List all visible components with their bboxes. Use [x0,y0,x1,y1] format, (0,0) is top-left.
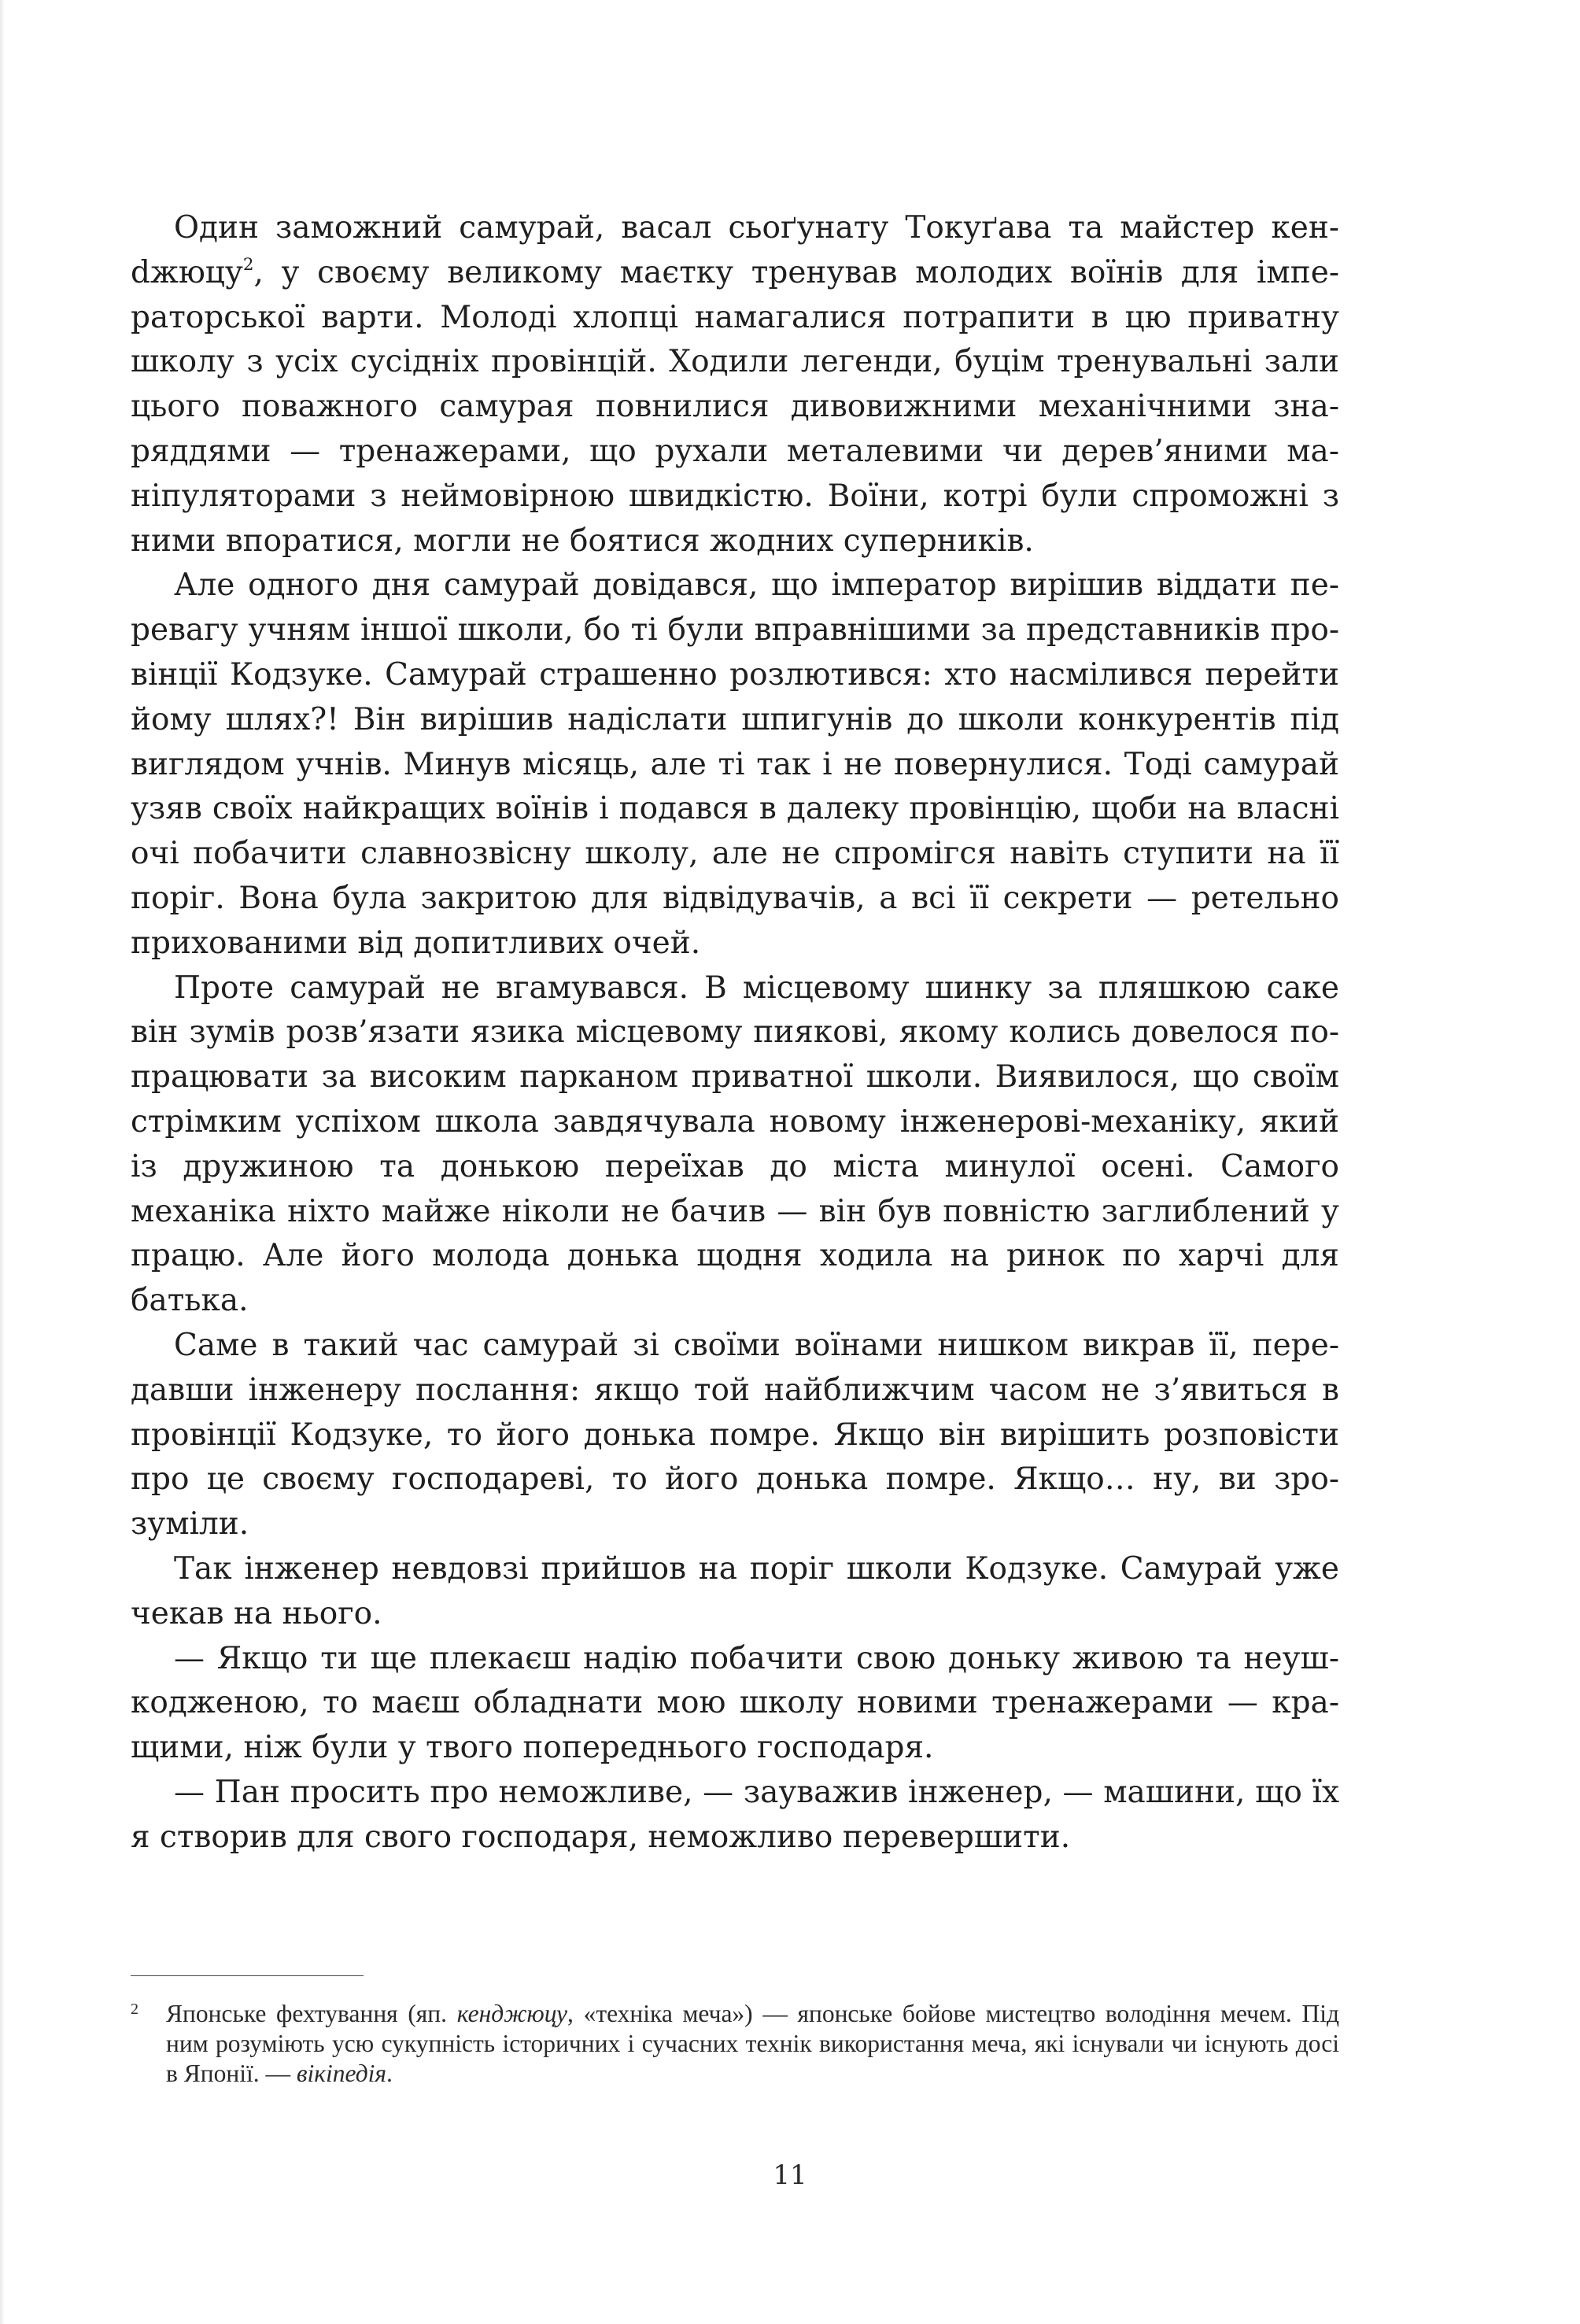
footnote-text [166,1999,1339,2089]
paragraph-5: Так інженер невдовзі прийшов на поріг школи Кодзуке. Самурай уже чекав на нього. [131,1550,1339,1631]
paragraph-7: — Пан просить про неможливе, — зауважив інженер, — машини, що їх я створив для свого господаря, неможливо перевершити. [131,1774,1339,1855]
footnote-text-part1: Японське фехтування (яп. [166,2000,457,2027]
footnote-divider [131,1975,364,1976]
paragraph-3: Проте самурай не вгамувався. В місцевому шинку за пляшкою саке він зумів розв’язати язика місцевому пиякові, якому колись довелося попрацювати за високим парканом приватної школи. Виявилося, що своїм стрімким успіхом школа завдячувала новому інженерові-механіку, який із дружиною та донькою переїхав до міста минулої осені. Самого механіка ніхто майже ніколи не бачив — він був повністю заглиблений у працю. Але його молода донька щодня ходила на ринок по харчі для батька. [131,970,1339,1319]
footnote-text-part2: , «техніка меча») — японське бойове мистецтво володіння мечем. Під ним розуміють усю сукупність історичних і сучасних технік використання меча, які існували чи існують досі в Японії. — [166,2000,1339,2087]
page-number: 11 [773,2160,807,2191]
paragraph-1 [131,206,1339,563]
footnote-text-end: . [386,2060,393,2087]
footnote-number: 2 [131,2001,138,2018]
main-text [131,206,1339,1860]
paragraph-2: Але одного дня самурай довідався, що імператор вирішив віддати перевагу учням іншої школи, бо ті були вправнішими за представників провінції Кодзуке. Самурай страшенно розлютився: хто насмілився перейти йому шлях?! Він вирішив надіслати шпигунів до школи конкурентів під виглядом учнів. Минув місяць, але ті так і не повернулися. Тоді самурай узяв своїх найкращих воїнів і подався в далеку провінцію, щоби на власні очі побачити славнозвісну школу, але не спромігся навіть ступити на її поріг. Вона була закритою для відвідувачів, а всі її секрети — ретельно прихованими від допитливих очей. [131,567,1339,961]
paragraph-4: Саме в такий час самурай зі своїми воїнами нишком викрав її, передавши інженеру послання: якщо той найближчим часом не з’явиться в провінції Кодзуке, то його донька помре. Якщо він вирішить розповісти про це своєму господареві, то його донька помре. Якщо… ну, ви зрозуміли. [131,1327,1339,1543]
page-edge-shadow [0,0,5,2324]
paragraph-1-text-end: , у своєму великому маєтку тренував молодих воїнів для імператорської варти. Молоді хлопці намагалися потрапити в цю приватну школу з усіх сусідніх провінцій. Ходили легенди, буцім тренувальні зали цього поважного самурая повнилися дивовижними механічними знаряддями — тренажерами, що рухали металевими чи дерев’яними маніпуляторами з неймовірною швидкістю. Воїни, котрі були спроможні з ними впоратися, могли не боятися жодних суперників. [131,254,1339,559]
footnote-source: вікіпедія [296,2060,387,2087]
paragraph-1-text-start: Один заможний самурай, васал сьоґунату Токуґава та майстер кенdжюцу [131,210,1339,290]
footnote-term: кенджюцу [456,2000,568,2027]
footnote-reference: 2 [242,254,254,275]
footnote [131,1999,1339,2089]
paragraph-6: — Якщо ти ще плекаєш надію побачити свою доньку живою та неушкодженою, то маєш обладнати мою школу новими тренажерами — кращими, ніж були у твого попереднього господаря. [131,1640,1339,1766]
